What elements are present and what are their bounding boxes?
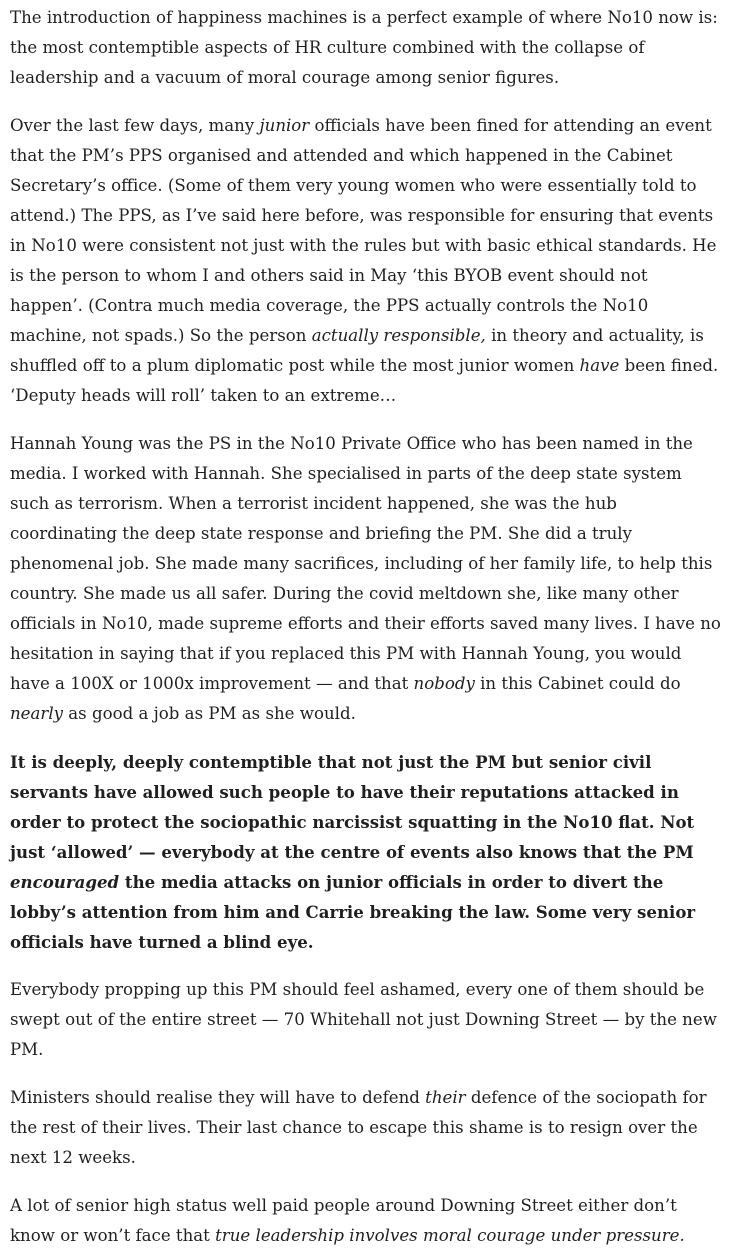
- paragraph-5: [10, 975, 724, 1065]
- paragraph-text: Hannah Young was the PS in the No10 Private Office who has been named in the media. I worked with Hannah. She specialised in parts of the deep state system such as terrorism. When a terrorist incident happened, she was the hub coordinating the deep state response and briefing the PM. She did a truly phenomenal job. She made many sacrifices, including of her family life, to help this country. She made us all safer. During the covid meltdown she, like many other officials in No10, made supreme efforts and their efforts saved many lives. I have no hesitation in saying that if you replaced this PM with Hannah Young, you would have a 100X or 1000x improvement — and that: [10, 434, 721, 693]
- emphasis-text: true leadership involves moral courage under pressure.: [215, 1226, 685, 1245]
- emphasis-text: have: [579, 356, 620, 375]
- paragraph-3: [10, 429, 724, 729]
- paragraph-6: [10, 1083, 724, 1173]
- paragraph-text: been fined. ‘Deputy heads will roll’ taken to an extreme…: [10, 356, 719, 405]
- article-body: [0, 3, 734, 1251]
- emphasis-text: nobody: [413, 674, 475, 693]
- paragraph-7: [10, 1191, 724, 1251]
- paragraph-1: [10, 3, 724, 93]
- paragraph-text: in this Cabinet could do: [474, 674, 681, 693]
- paragraph-text: defence of the sociopath for the rest of their lives. Their last chance to escape this shame is to resign over the next 12 weeks.: [10, 1088, 707, 1167]
- paragraph-text: as good a job as PM as she would.: [63, 704, 356, 723]
- emphasis-text: junior: [259, 116, 310, 135]
- paragraph-text: in theory and actuality, is shuffled off to a plum diplomatic post while the most junior women: [10, 326, 704, 375]
- emphasis-text: their: [425, 1088, 466, 1107]
- emphasis-text: nearly: [10, 704, 64, 723]
- paragraph-text: officials have been fined for attending an event that the PM’s PPS organised and attended and which happened in the Cabinet Secretary’s office. (Some of them very young women who were essentially told to attend.) The PPS, as I’ve said here before, was responsible for ensuring that events in No10 were consistent not just with the rules but with basic ethical standards. He is the person to whom I and others said in May ‘this BYOB event should not happen’. (Contra much media coverage, the PPS actually controls the No10 machine, not spads.) So the person: [10, 116, 717, 345]
- paragraph-2: [10, 111, 724, 411]
- paragraph-text: Ministers should realise they will have to defend: [10, 1088, 426, 1107]
- paragraph-text: the media attacks on junior officials in order to divert the lobby’s attention from him and Carrie breaking the law. Some very senior officials have turned a blind eye.: [10, 872, 696, 952]
- paragraph-4-bold: [10, 747, 724, 957]
- paragraph-text: Over the last few days, many: [10, 116, 260, 135]
- emphasis-text: actually responsible,: [311, 326, 486, 345]
- paragraph-text: It is deeply, deeply contemptible that not just the PM but senior civil servants have allowed such people to have their reputations attacked in order to protect the sociopathic narcissist squatting in the No10 flat. Not just ‘allowed’ — everybody at the centre of events also knows that the PM: [10, 752, 695, 862]
- paragraph-text: Everybody propping up this PM should feel ashamed, every one of them should be swept out of the entire street — 70 Whitehall not just Downing Street — by the new PM.: [10, 980, 717, 1059]
- emphasis-text: encouraged: [10, 872, 120, 892]
- paragraph-text: A lot of senior high status well paid people around Downing Street either don’t know or won’t face that: [10, 1196, 677, 1245]
- paragraph-text: The introduction of happiness machines is a perfect example of where No10 now is: the most contemptible aspects of HR culture combined with the collapse of leadership and a vacuum of moral courage among senior figures.: [10, 8, 718, 87]
